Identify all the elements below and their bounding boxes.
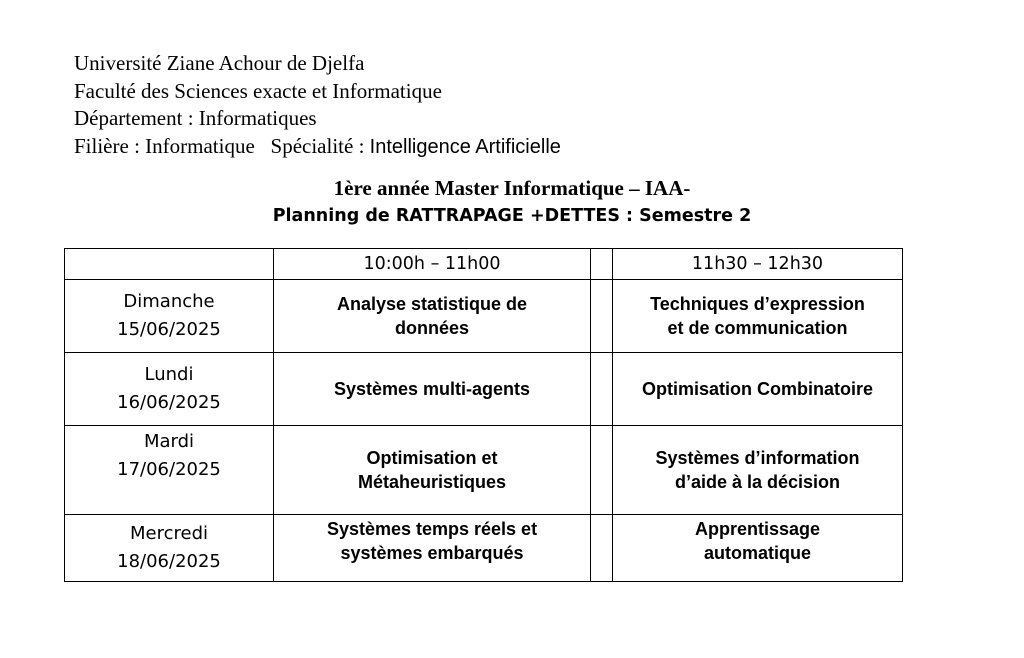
course-line: Techniques d’expression (650, 294, 865, 314)
document-subtitle: Planning de RATTRAPAGE +DETTES : Semestre 2 (272, 206, 752, 226)
course-line: Apprentissage (694, 519, 821, 539)
spacer-cell (591, 426, 613, 515)
course-line: Systèmes multi-agents (333, 379, 531, 399)
course-slot-2 (613, 426, 903, 515)
document-title: 1ère année Master Informatique – IAA- (333, 176, 691, 200)
spacer-cell (591, 353, 613, 426)
day-date: 18/06/2025 (117, 551, 221, 572)
time-slot-1-header: 10:00h – 11h00 (274, 249, 591, 280)
course-line: Analyse statistique de (336, 294, 528, 314)
course-line: Métaheuristiques (357, 472, 507, 492)
filiere-text: Filière : Informatique (74, 133, 255, 158)
course-slot-1 (274, 515, 591, 582)
course-line: automatique (703, 543, 811, 563)
faculty-name: Faculté des Sciences exacte et Informatique (74, 78, 442, 103)
day-name: Dimanche (123, 291, 215, 312)
day-date: 17/06/2025 (117, 459, 221, 480)
course-line: et de communication (667, 318, 848, 338)
course-slot-1 (274, 353, 591, 426)
course-line: Systèmes temps réels et (326, 519, 538, 539)
day-cell (65, 280, 274, 353)
course-line: Optimisation et (366, 448, 498, 468)
course-line: Systèmes d’information (655, 448, 860, 468)
course-slot-1 (274, 426, 591, 515)
specialite-label: Spécialité : (270, 133, 365, 158)
department-name: Département : Informatiques (74, 106, 317, 130)
header-empty-cell (65, 249, 274, 280)
time-slot-2-header: 11h30 – 12h30 (613, 249, 903, 280)
table-header-row (65, 249, 903, 280)
spacer-cell (591, 249, 613, 280)
spacer-cell (591, 515, 613, 582)
course-line: d’aide à la décision (674, 472, 841, 492)
day-cell (65, 515, 274, 582)
course-slot-2 (613, 515, 903, 582)
institution-header (74, 50, 561, 161)
course-line: Optimisation Combinatoire (641, 379, 873, 399)
day-name: Mardi (143, 431, 195, 452)
university-name: Université Ziane Achour de Djelfa (74, 51, 365, 75)
day-name: Lundi (144, 364, 194, 385)
exam-schedule-table (64, 248, 903, 582)
filiere-specialite-line (74, 133, 561, 162)
table-row (65, 280, 903, 353)
table-row (65, 515, 903, 582)
course-slot-2 (613, 353, 903, 426)
day-date: 15/06/2025 (117, 319, 221, 340)
course-slot-2 (613, 280, 903, 353)
day-date: 16/06/2025 (117, 392, 221, 413)
day-cell (65, 426, 274, 515)
specialite-value: Intelligence Artificielle (369, 135, 561, 158)
table-row (65, 426, 903, 515)
course-slot-1 (274, 280, 591, 353)
day-cell (65, 353, 274, 426)
day-name: Mercredi (129, 523, 208, 544)
course-line: systèmes embarqués (340, 543, 524, 563)
course-line: données (394, 318, 469, 338)
spacer-cell (591, 280, 613, 353)
table-row (65, 353, 903, 426)
